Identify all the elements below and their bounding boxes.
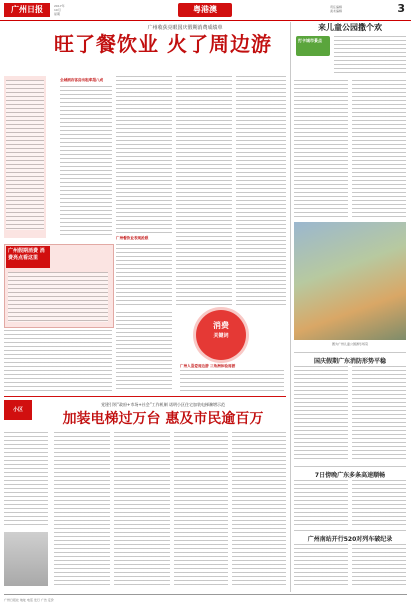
story-col-left-lower xyxy=(4,330,112,392)
bottom-col-4 xyxy=(174,432,228,588)
bottom-story-headline: 加装电梯过万台 惠及市民逾百万 xyxy=(62,411,264,427)
right-bottom-2-headline: 广州南站开行520对列车破纪录 xyxy=(307,536,393,543)
right-photo xyxy=(294,222,406,340)
footer-rule xyxy=(4,594,407,595)
page-number: 3 xyxy=(397,2,405,15)
bottom-photo xyxy=(4,532,48,586)
footer-text: 广州日报社 地址 电话 发行 广告 定价 xyxy=(4,598,54,602)
right-bottom-1-headline: 7日傍晚广东多条高速顺畅 xyxy=(314,472,386,479)
story-col-2c xyxy=(116,312,172,392)
photo-caption: 图为广州儿童公园游乐场景 xyxy=(331,342,368,346)
right-mid-col-b xyxy=(352,366,406,462)
bottom-col-3 xyxy=(114,432,170,588)
right-top-col-a xyxy=(334,36,406,76)
story-col-3 xyxy=(176,76,232,308)
right-b1-col-b xyxy=(352,480,406,526)
right-mid-headline: 国庆假期广东消防形势平稳 xyxy=(313,358,386,365)
subhead-b: 广州餐饮业表现抢眼 xyxy=(116,236,149,240)
story-divider xyxy=(4,396,286,397)
lead-text xyxy=(6,80,44,230)
right-divider-3 xyxy=(294,530,406,531)
right-b1-col-a xyxy=(294,480,348,526)
right-top-tag: 打卡城市景点 xyxy=(296,36,330,56)
top-story-kicker: 广州收获亮眼国庆假期消费成绩单 xyxy=(147,25,223,31)
right-b2-col-b xyxy=(352,544,406,588)
bottom-col-1 xyxy=(4,432,48,528)
story-col-2b xyxy=(116,244,172,308)
bottom-story-kicker: 党建引领“政府+市场+社会”工作机制 诺明小区住宅加装电梯骤增示范 xyxy=(100,402,226,407)
right-mid-col-a xyxy=(294,366,348,462)
right-top-col-c xyxy=(352,80,406,220)
section-label: 粤港澳 xyxy=(178,3,232,17)
bottom-story-tag: 小区 xyxy=(4,400,32,420)
editor-credits: 责任编辑 美术编辑 xyxy=(330,5,343,13)
subhead-a: 全城酒店客房出租率超八成 xyxy=(60,78,104,82)
header-date: 2017年 10月 星期 xyxy=(54,4,65,16)
badge-line1: 消费 xyxy=(213,321,229,330)
badge-line2: 关键词 xyxy=(213,333,229,339)
bottom-col-2 xyxy=(54,432,110,588)
bottom-col-5 xyxy=(232,432,286,588)
story-col-4 xyxy=(236,76,286,308)
subhead-d: 广州人喜爱周边游 三角洲体验周游 xyxy=(180,364,236,368)
masthead-logo: 广州日报 xyxy=(4,3,50,17)
right-b2-col-a xyxy=(294,544,348,588)
top-story-headline: 旺了餐饮业 火了周边游 xyxy=(54,32,272,56)
column-divider xyxy=(290,22,291,592)
story-col-2 xyxy=(116,76,172,234)
right-divider-2 xyxy=(294,466,406,467)
right-divider-1 xyxy=(294,352,406,353)
right-top-headline: 来儿童公园撒个欢 xyxy=(318,23,382,32)
sidebar-title: 广州假期消费 消费亮点看这里 xyxy=(6,246,50,268)
right-top-col-b xyxy=(294,80,348,220)
story-col-1 xyxy=(60,86,112,236)
badge-text xyxy=(180,370,284,392)
sidebar-text xyxy=(8,272,108,322)
